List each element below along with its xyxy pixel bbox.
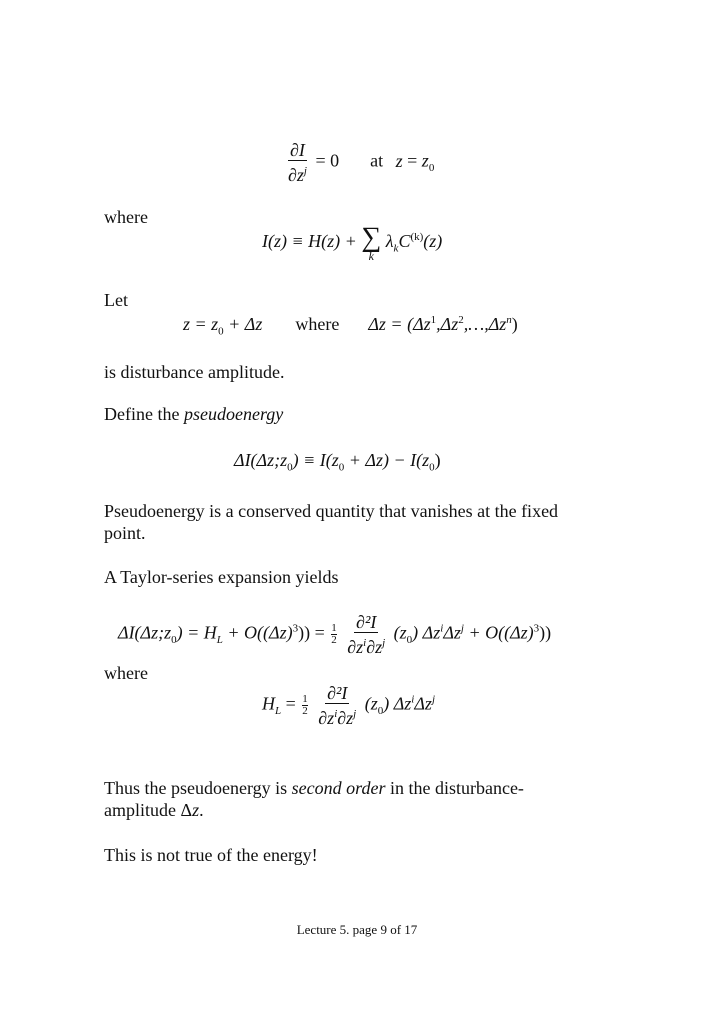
define-italic: pseudoenergy: [183, 404, 284, 424]
z-var: z: [395, 150, 403, 171]
H-subscript: L: [216, 634, 223, 647]
taylor-eq-close: )) =: [298, 622, 325, 643]
sup-1: 1: [430, 314, 437, 326]
dz-j: j: [460, 622, 464, 635]
pseudoenergy-tail: + Δz) − I(z: [348, 450, 430, 470]
taylor-lhs-subscript: 0: [171, 634, 177, 647]
taylor-tail: + O((Δz): [468, 622, 534, 643]
den-mid: ∂z: [366, 637, 383, 657]
disturbance-text: is disturbance amplitude.: [104, 362, 285, 382]
at-word: at: [370, 150, 384, 171]
HL-den-i: i: [334, 708, 338, 720]
pseudoenergy-lhs-subscript: 0: [287, 461, 293, 474]
sup-2: 2: [458, 314, 464, 326]
where-word: where: [295, 314, 340, 334]
equation-derivative-zero: [284, 140, 434, 185]
HL-arg-close: ) Δz: [383, 693, 412, 714]
where-label-1: where: [104, 207, 148, 227]
pseudoenergy-tail-subscript: 0: [429, 461, 435, 474]
HL-arg-subscript: 0: [377, 705, 384, 718]
second-derivative-den: ∂z: [347, 637, 364, 657]
thus-italic: second order: [291, 778, 386, 798]
thus-prefix: Thus the pseudoenergy is: [104, 778, 292, 798]
equation-I-definition: [262, 222, 443, 263]
den-i: i: [363, 637, 367, 649]
equals-sign: =: [407, 150, 418, 171]
cube-2: 3: [533, 622, 540, 635]
HL-dz-i: i: [411, 693, 415, 706]
equals-zero: = 0: [315, 150, 340, 171]
pseudoenergy-line-1: Pseudoenergy is a conserved quantity that vanishes at the fixed: [104, 501, 559, 521]
perturbation-lhs: z = z: [183, 314, 219, 334]
HL-equals: =: [285, 693, 296, 714]
equation-HL: [262, 683, 435, 728]
not-true-text: This is not true of the energy!: [104, 845, 318, 865]
HL-dz-second: Δz: [414, 693, 432, 714]
I-definition-lhs: I(z) ≡ H(z) +: [262, 231, 357, 252]
taylor-arg: (z: [393, 622, 407, 643]
lambda-subscript: k: [393, 242, 399, 255]
summation-sign: ∑: [361, 222, 382, 253]
HL-derivative-num: ∂²I: [327, 683, 348, 703]
amplitude-suffix: .: [199, 800, 204, 820]
delta-z-close: ): [511, 314, 518, 334]
let-label: Let: [104, 290, 128, 310]
perturbation-plus: + Δz: [228, 314, 263, 334]
equation-perturbation: [183, 314, 518, 338]
partial-numerator: ∂I: [290, 140, 305, 160]
equation-pseudoenergy: [234, 450, 441, 474]
delta-z-vector: Δz = (Δz: [368, 314, 431, 334]
define-line: [104, 403, 283, 425]
equation-taylor: [118, 612, 551, 657]
pseudoenergy-lhs: ΔI(Δz;z: [234, 450, 288, 470]
define-prefix: Define the: [104, 404, 184, 424]
half-den-2: 2: [302, 705, 308, 717]
page-footer: Lecture 5. page 9 of 17: [296, 922, 418, 937]
delta-z-mid2: ,…,Δz: [463, 314, 507, 334]
dz-i: i: [440, 622, 444, 635]
taylor-arg-subscript: 0: [406, 634, 413, 647]
thus-line-1: [104, 777, 524, 799]
pseudoenergy-line-2: point.: [104, 523, 146, 543]
amplitude-italic: z: [192, 800, 200, 820]
z0-var: z: [421, 150, 429, 171]
HL-dz-j: j: [431, 693, 435, 706]
z0-subscript: 0: [428, 162, 435, 175]
C-superscript: (k): [410, 231, 424, 244]
C-var: C: [398, 231, 411, 252]
pseudoenergy-mid: ) ≡ I(z: [292, 450, 339, 470]
delta-z-mid1: ,Δz: [436, 314, 459, 334]
thus-line-2: [104, 799, 204, 821]
amplitude-prefix: amplitude Δ: [104, 800, 193, 820]
summation-index: k: [368, 249, 374, 263]
HL-den-j: j: [353, 708, 357, 720]
taylor-text: A Taylor-series expansion yields: [104, 567, 339, 587]
HL-den-mid: ∂z: [337, 708, 354, 728]
taylor-plus-O: + O((Δz): [227, 622, 293, 643]
HL-subscript: L: [275, 705, 282, 718]
pseudoenergy-mid-subscript: 0: [338, 461, 345, 474]
second-derivative-num: ∂²I: [356, 612, 377, 632]
taylor-tail-close: )): [539, 622, 552, 643]
denominator-superscript: j: [303, 165, 307, 177]
partial-denominator: ∂z: [288, 165, 304, 185]
where-label-2: where: [104, 663, 148, 683]
cube-1: 3: [292, 622, 299, 635]
perturbation-lhs-subscript: 0: [218, 325, 224, 338]
taylor-arg-close: ) Δz: [412, 622, 441, 643]
HL-derivative-den: ∂z: [318, 708, 335, 728]
half-num-1: 1: [331, 622, 337, 634]
half-den-1: 2: [331, 634, 337, 646]
dz-second: Δz: [443, 622, 461, 643]
sup-n: n: [506, 314, 512, 326]
pseudoenergy-end: ): [434, 450, 441, 470]
taylor-mid: ) = H: [176, 622, 217, 643]
thus-suffix: in the disturbance-: [385, 778, 524, 798]
half-num-2: 1: [302, 693, 308, 705]
C-argument: (z): [423, 231, 443, 252]
taylor-lhs: ΔI(Δz;z: [118, 622, 172, 643]
HL-var: H: [262, 693, 275, 714]
lambda: λ: [385, 231, 394, 252]
den-j: j: [382, 637, 386, 649]
HL-arg: (z: [364, 693, 378, 714]
